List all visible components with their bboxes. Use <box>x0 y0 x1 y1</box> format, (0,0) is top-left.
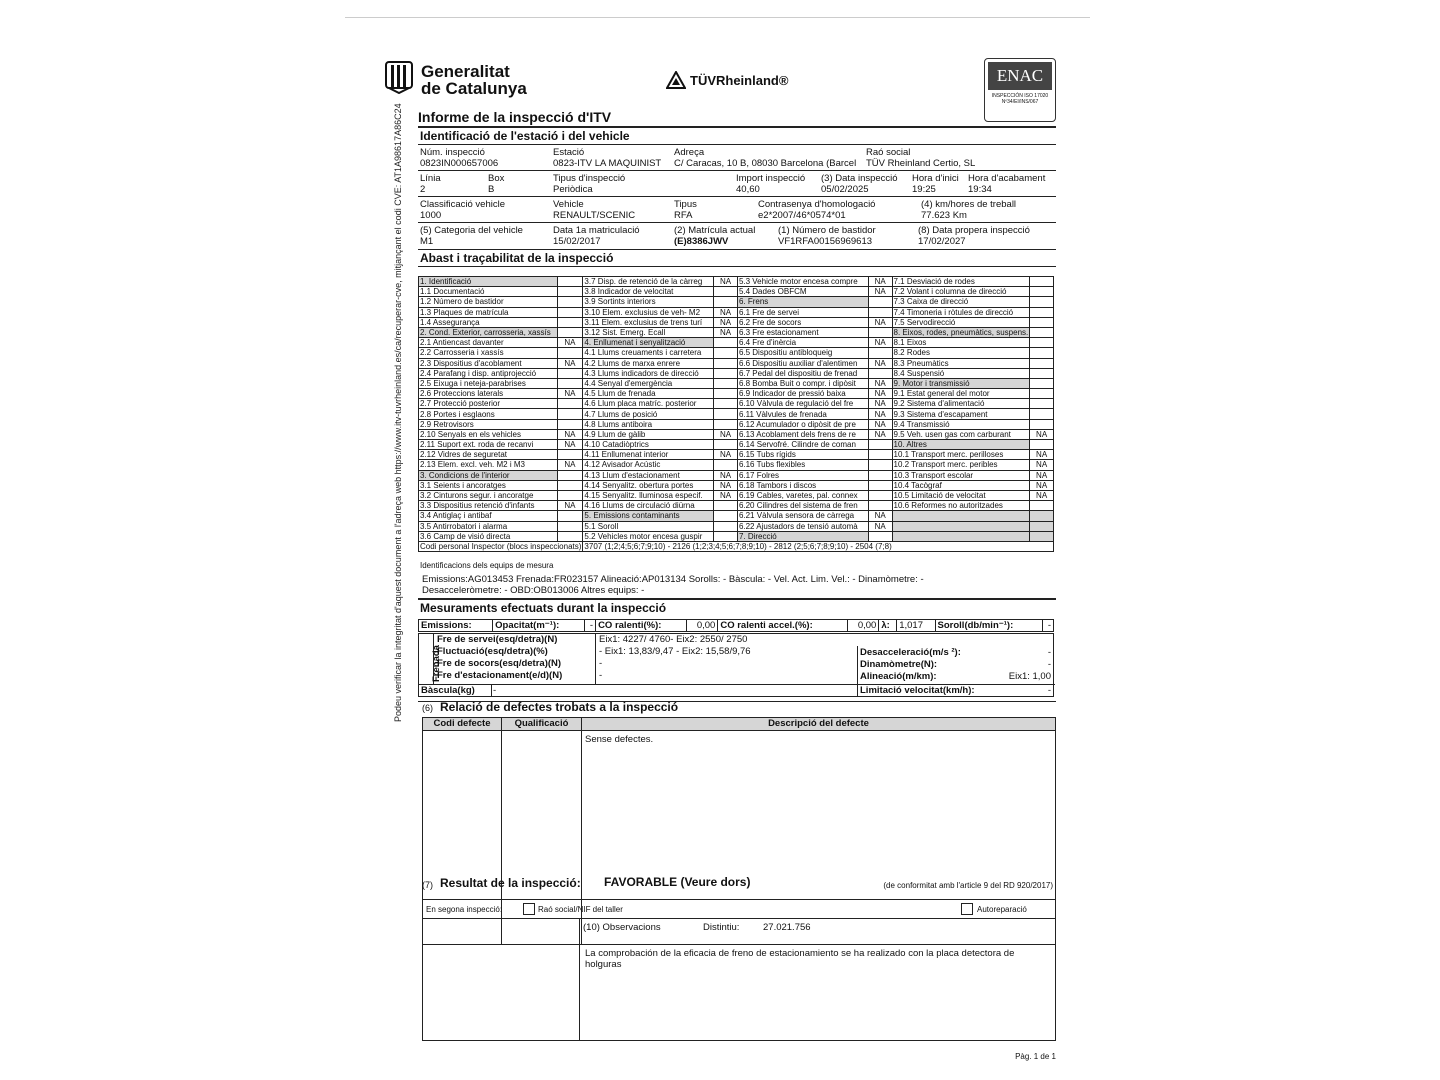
scope-status: NA <box>714 470 738 480</box>
scope-status <box>557 368 583 378</box>
scope-item: 2.1 Antiencast davanter <box>419 338 558 348</box>
scope-status <box>1030 327 1054 337</box>
page-number: Pàg. 1 de 1 <box>1015 1052 1056 1061</box>
scope-item: 3.6 Camp de visió directa <box>419 531 558 541</box>
scope-item: 10.5 Limitació de velocitat <box>892 490 1030 500</box>
section-identification: Identificació de l'estació i del vehicle <box>420 129 630 143</box>
scope-status <box>714 460 738 470</box>
scope-status <box>557 317 583 327</box>
scope-status <box>1030 338 1054 348</box>
scope-status <box>557 327 583 337</box>
scope-item: 10.4 Tacògraf <box>892 480 1030 490</box>
scope-item: 7.4 Timoneria i ròtules de direcció <box>892 307 1030 317</box>
tuv-logo: TÜVRheinland® <box>666 71 788 89</box>
scope-item: 2.8 Portes i esglaons <box>419 409 558 419</box>
scope-item: 3.11 Elem. exclusius de trens turí <box>583 317 714 327</box>
scope-item: 3.8 Indicador de velocitat <box>583 287 714 297</box>
scope-item: 10. Altres <box>892 440 1030 450</box>
scope-item: 3.3 Dispositius retenció d'infants <box>419 501 558 511</box>
scope-row <box>419 277 1054 287</box>
scope-item: 6.9 Indicador de pressió baixa <box>737 389 868 399</box>
section-defects: Relació de defectes trobats a la inspecció <box>440 700 679 714</box>
scope-status <box>868 297 892 307</box>
scope-item: 4.3 Llums indicadors de direcció <box>583 368 714 378</box>
scope-status <box>868 480 892 490</box>
scope-item: 4.1 Llums creuaments i carretera <box>583 348 714 358</box>
scope-item: 1.4 Assegurança <box>419 317 558 327</box>
scope-item: 8.3 Pneumàtics <box>892 358 1030 368</box>
scope-row <box>419 358 1054 368</box>
distintiu-value: 27.021.756 <box>763 922 811 933</box>
scope-status <box>1030 511 1054 521</box>
scope-item: 4.16 Llums de circulació diürna <box>583 501 714 511</box>
scope-row <box>419 327 1054 337</box>
scope-item: 10.1 Transport merc. perilloses <box>892 450 1030 460</box>
scope-item: 9.2 Sistema d'alimentació <box>892 399 1030 409</box>
scope-item: 2.5 Eixuga i neteja-parabrises <box>419 378 558 388</box>
scope-item: 3.7 Disp. de retenció de la càrreg <box>583 277 714 287</box>
scope-status <box>714 348 738 358</box>
scope-row <box>419 307 1054 317</box>
scope-item: 2.2 Carrosseria i xassís <box>419 348 558 358</box>
scope-item: 8.2 Rodes <box>892 348 1030 358</box>
scope-status: NA <box>868 378 892 388</box>
cve-verification-text: Podeu verificar la integritat d'aquest document a l'adreça web https://www.itv-tuvrheinland.es/ca/recuperar-cve, mitjançant el codi CVE: AT1A98617A86C24 <box>393 103 403 722</box>
scope-item: 2.11 Suport ext. roda de recanvi <box>419 440 558 450</box>
scope-item: 7.5 Servodirecció <box>892 317 1030 327</box>
scope-status <box>714 297 738 307</box>
scope-item: 6.3 Fre estacionament <box>737 327 868 337</box>
scope-row <box>419 460 1054 470</box>
scope-item <box>892 511 1030 521</box>
scope-status: NA <box>868 419 892 429</box>
scope-status <box>557 409 583 419</box>
equipment-line-2: Desacceleròmetre: - OBD:OB013006 Altres equips: - <box>422 585 645 596</box>
scope-status <box>868 348 892 358</box>
scope-item: 10.3 Transport escolar <box>892 470 1030 480</box>
scope-row <box>419 450 1054 460</box>
autoreparacio-checkbox[interactable] <box>961 903 973 915</box>
scope-status <box>714 378 738 388</box>
scope-row <box>419 440 1054 450</box>
scope-item: 6.4 Fre d'inèrcia <box>737 338 868 348</box>
scope-item: 3.10 Elem. exclusius de veh- M2 <box>583 307 714 317</box>
scope-status <box>714 389 738 399</box>
scope-status: NA <box>1030 470 1054 480</box>
equipment-line-1: Emissions:AG013453 Frenada:FR023157 Alineació:AP013134 Sorolls: - Bàscula: - Vel. Act. Lim. Vel.: - Dinamòmetre: - <box>422 574 924 585</box>
scope-status <box>714 368 738 378</box>
scope-item: 6.14 Servofré. Cilindre de coman <box>737 440 868 450</box>
scope-status <box>868 307 892 317</box>
scope-status: NA <box>557 460 583 470</box>
scope-row <box>419 480 1054 490</box>
scope-item: 7.2 Volant i columna de direcció <box>892 287 1030 297</box>
scope-status: NA <box>1030 460 1054 470</box>
scope-status: NA <box>868 429 892 439</box>
scope-item: 4.6 Llum placa matríc. posterior <box>583 399 714 409</box>
scope-item: 2. Cond. Exterior, carrosseria, xassís <box>419 327 558 337</box>
scope-item: 6.12 Acumulador o dipòsit de pre <box>737 419 868 429</box>
scope-table <box>418 276 1054 552</box>
scope-status: NA <box>1030 480 1054 490</box>
scope-status: NA <box>557 389 583 399</box>
scope-status: NA <box>714 307 738 317</box>
scope-status <box>714 531 738 541</box>
scope-item: 4.5 Llum de frenada <box>583 389 714 399</box>
scope-row <box>419 470 1054 480</box>
top-edge-line <box>345 17 1090 18</box>
scope-item: 2.10 Senyals en els vehicles <box>419 429 558 439</box>
scope-item: 1.2 Número de bastidor <box>419 297 558 307</box>
scope-item: 2.12 Vidres de seguretat <box>419 450 558 460</box>
scope-status <box>868 490 892 500</box>
scope-item: 2.4 Parafang i disp. antiprojecció <box>419 368 558 378</box>
scope-row <box>419 521 1054 531</box>
equipment-label: Identificacions dels equips de mesura <box>420 561 554 570</box>
scope-item: 9.5 Veh. usen gas com carburant <box>892 429 1030 439</box>
scope-item: 10.6 Reformes no autoritzades <box>892 501 1030 511</box>
scope-status: NA <box>714 480 738 490</box>
scope-item: 5. Emissions contaminants <box>583 511 714 521</box>
defects-table: Codi defecte Qualificació Descripció del defecte Sense defectes. <box>422 717 1056 945</box>
scope-item: 4.9 Llum de gàlib <box>583 429 714 439</box>
scope-row <box>419 297 1054 307</box>
scope-item: 8.1 Eixos <box>892 338 1030 348</box>
scope-item: 5.4 Dades OBFCM <box>737 287 868 297</box>
scope-status <box>1030 277 1054 287</box>
scope-status <box>1030 307 1054 317</box>
scope-item: 6.6 Dispositiu auxiliar d'alentimen <box>737 358 868 368</box>
scope-row <box>419 511 1054 521</box>
scope-item: 4.7 Llums de posició <box>583 409 714 419</box>
scope-status: NA <box>1030 490 1054 500</box>
scope-item: 6.5 Dispositiu antibloqueig <box>737 348 868 358</box>
generalitat-title: Generalitat de Catalunya <box>421 62 527 98</box>
scope-item: 9.4 Transmissió <box>892 419 1030 429</box>
scope-status <box>557 307 583 317</box>
scope-status: NA <box>714 327 738 337</box>
scope-status <box>557 480 583 490</box>
scope-item: 1. Identificació <box>419 277 558 287</box>
scope-item: 7. Direcció <box>737 531 868 541</box>
scope-status <box>868 368 892 378</box>
scope-item: 3.2 Cinturons segur. i ancoratge <box>419 490 558 500</box>
taller-checkbox[interactable] <box>523 903 535 915</box>
scope-status <box>1030 358 1054 368</box>
scope-row <box>419 287 1054 297</box>
scope-item: 3.9 Sortints interiors <box>583 297 714 307</box>
scope-status: NA <box>868 511 892 521</box>
scope-status <box>714 399 738 409</box>
scope-row <box>419 490 1054 500</box>
scope-status <box>714 440 738 450</box>
scope-status: NA <box>557 358 583 368</box>
scope-item: 4.13 Llum d'estacionament <box>583 470 714 480</box>
scope-item: 4.12 Avisador Acústic <box>583 460 714 470</box>
scope-item: 2.9 Retrovisors <box>419 419 558 429</box>
scope-row <box>419 501 1054 511</box>
scope-item: 7.3 Caixa de direcció <box>892 297 1030 307</box>
scope-item: 5.2 Vehicles motor encesa guspir <box>583 531 714 541</box>
scope-status: NA <box>714 490 738 500</box>
scope-status <box>714 511 738 521</box>
scope-status: NA <box>557 429 583 439</box>
scope-item: 1.1 Documentació <box>419 287 558 297</box>
scope-item: 3.1 Seients i ancoratges <box>419 480 558 490</box>
defect-description: Sense defectes. <box>585 734 654 745</box>
scope-item: 2.7 Protecció posterior <box>419 399 558 409</box>
section-measurements: Mesuraments efectuats durant la inspecció <box>420 601 667 615</box>
scope-status <box>557 287 583 297</box>
scope-item: 2.13 Elem. excl. veh. M2 i M3 <box>419 460 558 470</box>
enac-logo: ENAC INSPECCIÓN ISO 17020 Nº34/EI/INS/067 <box>984 58 1056 122</box>
scope-status: NA <box>714 277 738 287</box>
scope-status: NA <box>868 287 892 297</box>
scope-status <box>714 501 738 511</box>
scope-item: 6.10 Vàlvula de regulació del fre <box>737 399 868 409</box>
scope-item: 6.20 Cilindres del sistema de fren <box>737 501 868 511</box>
scope-status: NA <box>868 389 892 399</box>
scope-status <box>557 277 583 287</box>
scope-status <box>1030 440 1054 450</box>
scope-item: 1.3 Plaques de matrícula <box>419 307 558 317</box>
scope-item: 4.14 Senyalitz. obertura portes <box>583 480 714 490</box>
scope-row <box>419 531 1054 541</box>
scope-item: 5.3 Vehicle motor encesa compre <box>737 277 868 287</box>
scope-item: 3. Condicions de l'interior <box>419 470 558 480</box>
scope-status <box>1030 419 1054 429</box>
scope-row <box>419 378 1054 388</box>
scope-status <box>557 521 583 531</box>
scope-item: 3.5 Antirrobatori i alarma <box>419 521 558 531</box>
scope-item: 9. Motor i transmissió <box>892 378 1030 388</box>
scope-status: NA <box>868 338 892 348</box>
scope-status: NA <box>1030 429 1054 439</box>
scope-status <box>714 409 738 419</box>
scope-status <box>557 470 583 480</box>
tuv-triangle-icon <box>666 71 686 89</box>
scope-status <box>557 531 583 541</box>
scope-item: 6.8 Bomba Buit o compr. i dipòsit <box>737 378 868 388</box>
scope-item: 6.21 Vàlvula sensora de càrrega <box>737 511 868 521</box>
scope-status <box>1030 531 1054 541</box>
scope-status <box>557 348 583 358</box>
scope-row <box>419 419 1054 429</box>
scope-item: 6.7 Pedal del dispositiu de frenad <box>737 368 868 378</box>
scope-item <box>892 521 1030 531</box>
scope-status: NA <box>868 409 892 419</box>
scope-item: 8.4 Suspensió <box>892 368 1030 378</box>
inspector-code-label: Codi personal Inspector (blocs inspeccionats) <box>420 541 582 551</box>
scope-item: 3.4 Antiglaç i antibaf <box>419 511 558 521</box>
section-scope: Abast i traçabilitat de la inspecció <box>420 251 614 265</box>
scope-item: 4.15 Senyalitz. lluminosa especif. <box>583 490 714 500</box>
scope-row <box>419 338 1054 348</box>
result-value: FAVORABLE (Veure dors) <box>604 875 751 889</box>
scope-item: 8. Eixos, rodes, pneumàtics, suspens. <box>893 328 1029 338</box>
scope-status <box>714 419 738 429</box>
scope-status <box>868 531 892 541</box>
scope-item: 10.2 Transport merc. peribles <box>892 460 1030 470</box>
scope-item <box>892 531 1030 541</box>
scope-status <box>1030 317 1054 327</box>
result-label: Resultat de la inspecció: <box>440 876 581 890</box>
scope-item: 4.4 Senyal d'emergència <box>583 378 714 388</box>
scope-status: NA <box>714 429 738 439</box>
scope-status <box>1030 389 1054 399</box>
scope-item: 4. Enllumenat i senyalització <box>583 338 714 348</box>
scope-status <box>868 501 892 511</box>
scope-status <box>714 287 738 297</box>
scope-item: 2.3 Dispositius d'acoblament <box>419 358 558 368</box>
scope-status: NA <box>868 399 892 409</box>
scope-item: 6.13 Acoblament dels frens de re <box>737 429 868 439</box>
scope-status <box>557 511 583 521</box>
scope-status <box>557 490 583 500</box>
scope-status: NA <box>714 317 738 327</box>
scope-status <box>557 378 583 388</box>
scope-item: 4.10 Catadiòptrics <box>583 440 714 450</box>
scope-item: 7.1 Desviació de rodes <box>892 277 1030 287</box>
scope-item: 6.17 Folres <box>737 470 868 480</box>
brake-measurements: Frenada Fre de servei(esq/detra)(N) Eix1: 4227/ 4760- Eix2: 2550/ 2750 Fluctuació(esq/detra)(%) - Eix1: 13,83/9,47 - Eix2: 15,58/9,76 Fre de socors(esq/detra)(N) - Fre d'estacionament(e/d)(N) - Bàscula(kg) - Desacceleració(m/s ²): - Dinamòmetre(N): - Alineació(m/km): Eix1: 1,00 Limitació velocitat(km/h): - <box>418 633 1054 697</box>
scope-row <box>419 429 1054 439</box>
scope-status <box>1030 297 1054 307</box>
scope-status: NA <box>868 277 892 287</box>
generalitat-logo-icon <box>385 61 413 94</box>
scope-row <box>419 409 1054 419</box>
scope-item: 6.15 Tubs rígids <box>737 450 868 460</box>
scope-status: NA <box>1030 450 1054 460</box>
scope-status <box>868 470 892 480</box>
observations-box: En segona inspecció: Raó social/NIF del taller Autoreparació (10) Observacions Distintiu: 27.021.756 La comprobación de la eficacia de freno de estacionamiento se ha realizado con la placa detectora de holguras <box>422 899 1056 1041</box>
scope-item: 6.1 Fre de servei <box>737 307 868 317</box>
scope-item: 4.11 Enllumenat interior <box>583 450 714 460</box>
scope-item: 9.3 Sistema d'escapament <box>892 409 1030 419</box>
report-title: Informe de la inspecció d'ITV <box>418 109 612 125</box>
scope-status <box>868 440 892 450</box>
scope-status <box>1030 368 1054 378</box>
scope-status <box>557 297 583 307</box>
scope-item: 6.16 Tubs flexibles <box>737 460 868 470</box>
scope-status <box>868 460 892 470</box>
measurements-table: Emissions: Opacitat(m⁻¹): - CO ralenti(%): 0,00 CO ralenti accel.(%): 0,00 λ: 1,017 Soroll(db/min⁻¹): - <box>418 619 1054 632</box>
scope-status: NA <box>868 521 892 531</box>
scope-status <box>1030 378 1054 388</box>
scope-item: 9.1 Estat general del motor <box>892 389 1030 399</box>
scope-status <box>714 521 738 531</box>
scope-row <box>419 348 1054 358</box>
scope-status <box>714 358 738 368</box>
scope-item: 4.2 Llums de marxa enrere <box>583 358 714 368</box>
scope-item: 6.2 Fre de socors <box>737 317 868 327</box>
scope-item: 6. Frens <box>737 297 868 307</box>
scope-status <box>557 450 583 460</box>
scope-item: 2.6 Proteccions laterals <box>419 389 558 399</box>
scope-status: NA <box>557 338 583 348</box>
scope-item: 4.8 Llums antiboira <box>583 419 714 429</box>
scope-status <box>1030 501 1054 511</box>
scope-status: NA <box>714 450 738 460</box>
scope-status <box>557 399 583 409</box>
scope-status: NA <box>868 358 892 368</box>
scope-status <box>714 338 738 348</box>
scope-row <box>419 368 1054 378</box>
inspector-code-value: 3707 (1;2;4;5;6;7;9;10) - 2126 (1;2;3;4;5;6;7;8;9;10) - 2812 (2;5;6;7;8;9;10) - 2504 (7;8) <box>583 541 1054 551</box>
scope-status: NA <box>557 501 583 511</box>
scope-row <box>419 389 1054 399</box>
scope-item: 3.12 Sist. Emerg. Ecall <box>583 327 714 337</box>
scope-item: 6.22 Ajustadors de tensió automà <box>737 521 868 531</box>
observation-text: La comprobación de la eficacia de freno de estacionamiento se ha realizado con la placa detectora de holguras <box>585 948 1015 970</box>
scope-status <box>868 327 892 337</box>
inspection-number: 0823IN000657006 <box>420 158 499 169</box>
scope-item: 6.11 Vàlvules de frenada <box>737 409 868 419</box>
scope-status <box>1030 521 1054 531</box>
scope-status <box>1030 399 1054 409</box>
scope-status: NA <box>557 440 583 450</box>
scope-item: 5.1 Soroll <box>583 521 714 531</box>
scope-status <box>1030 287 1054 297</box>
scope-row <box>419 399 1054 409</box>
scope-item: 6.19 Cables, varetes, pal. connex <box>737 490 868 500</box>
scope-status <box>1030 348 1054 358</box>
scope-status <box>868 450 892 460</box>
scope-status: NA <box>868 317 892 327</box>
scope-item: 6.18 Tambors i discos <box>737 480 868 490</box>
scope-row <box>419 317 1054 327</box>
scope-status <box>557 419 583 429</box>
scope-status <box>1030 409 1054 419</box>
